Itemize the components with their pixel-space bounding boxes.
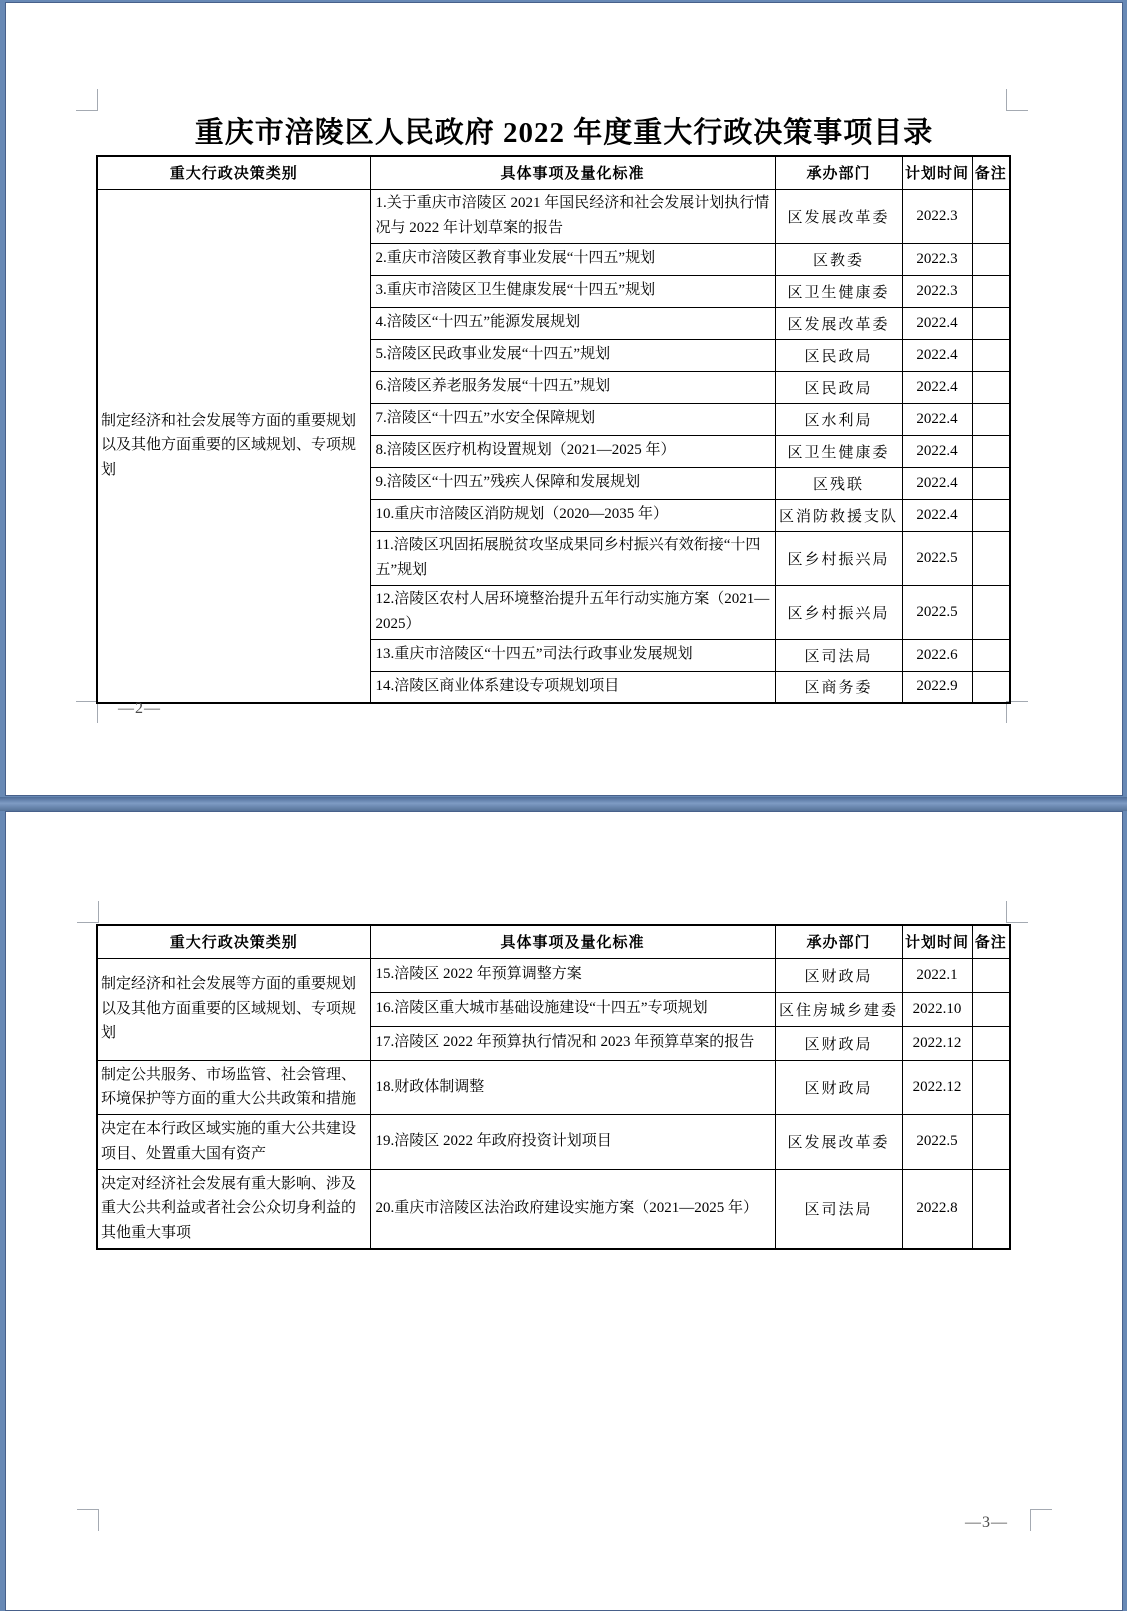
crop-mark-bottom-right: [1030, 1509, 1052, 1531]
dept-cell: 区司法局: [775, 1169, 902, 1249]
category-cell: 制定经济和社会发展等方面的重要规划以及其他方面重要的区域规划、专项规划: [97, 189, 370, 703]
item-cell: 18.财政体制调整: [370, 1060, 775, 1115]
column-header: 备注: [972, 925, 1010, 958]
note-cell: [972, 339, 1010, 371]
column-header: 承办部门: [775, 925, 902, 958]
time-cell: 2022.8: [902, 1169, 972, 1249]
dept-cell: 区商务委: [775, 671, 902, 703]
time-cell: 2022.4: [902, 403, 972, 435]
note-cell: [972, 958, 1010, 992]
category-cell: 制定经济和社会发展等方面的重要规划以及其他方面重要的区域规划、专项规划: [97, 958, 370, 1060]
dept-cell: 区发展改革委: [775, 1115, 902, 1170]
note-cell: [972, 371, 1010, 403]
note-cell: [972, 531, 1010, 585]
item-cell: 7.涪陵区“十四五”水安全保障规划: [370, 403, 775, 435]
item-cell: 8.涪陵区医疗机构设置规划（2021—2025 年）: [370, 435, 775, 467]
category-cell: 决定对经济社会发展有重大影响、涉及重大公共利益或者社会公众切身利益的其他重大事项: [97, 1169, 370, 1249]
dept-cell: 区水利局: [775, 403, 902, 435]
page-number-2: —2—: [118, 700, 161, 717]
note-cell: [972, 1026, 1010, 1060]
note-cell: [972, 1169, 1010, 1249]
item-cell: 4.涪陵区“十四五”能源发展规划: [370, 307, 775, 339]
time-cell: 2022.5: [902, 585, 972, 639]
time-cell: 2022.9: [902, 671, 972, 703]
item-cell: 10.重庆市涪陵区消防规划（2020—2035 年）: [370, 499, 775, 531]
dept-cell: 区教委: [775, 243, 902, 275]
time-cell: 2022.4: [902, 339, 972, 371]
note-cell: [972, 243, 1010, 275]
note-cell: [972, 1115, 1010, 1170]
header-row: [97, 156, 1010, 189]
item-cell: 5.涪陵区民政事业发展“十四五”规划: [370, 339, 775, 371]
item-cell: 17.涪陵区 2022 年预算执行情况和 2023 年预算草案的报告: [370, 1026, 775, 1060]
note-cell: [972, 435, 1010, 467]
dept-cell: 区财政局: [775, 958, 902, 992]
dept-cell: 区财政局: [775, 1026, 902, 1060]
column-header: 重大行政决策类别: [97, 156, 370, 189]
item-cell: 11.涪陵区巩固拓展脱贫攻坚成果同乡村振兴有效衔接“十四五”规划: [370, 531, 775, 585]
table-row: [97, 189, 1010, 243]
column-header: 备注: [972, 156, 1010, 189]
crop-mark-top-right: [1006, 901, 1028, 923]
item-cell: 3.重庆市涪陵区卫生健康发展“十四五”规划: [370, 275, 775, 307]
category-cell: 制定公共服务、市场监管、社会管理、环境保护等方面的重大公共政策和措施: [97, 1060, 370, 1115]
time-cell: 2022.1: [902, 958, 972, 992]
time-cell: 2022.5: [902, 531, 972, 585]
dept-cell: 区住房城乡建委: [775, 992, 902, 1026]
dept-cell: 区乡村振兴局: [775, 531, 902, 585]
decisions-table-page-2: [96, 924, 1011, 1250]
note-cell: [972, 1060, 1010, 1115]
dept-cell: 区消防救援支队: [775, 499, 902, 531]
item-cell: 2.重庆市涪陵区教育事业发展“十四五”规划: [370, 243, 775, 275]
table-row: [97, 1115, 1010, 1170]
note-cell: [972, 467, 1010, 499]
item-cell: 12.涪陵区农村人居环境整治提升五年行动实施方案（2021—2025）: [370, 585, 775, 639]
dept-cell: 区卫生健康委: [775, 435, 902, 467]
crop-mark-top-left: [76, 89, 98, 111]
item-cell: 13.重庆市涪陵区“十四五”司法行政事业发展规划: [370, 639, 775, 671]
column-header: 具体事项及量化标准: [370, 156, 775, 189]
table-row: [97, 1060, 1010, 1115]
page-gap: [0, 797, 1127, 811]
dept-cell: 区财政局: [775, 1060, 902, 1115]
item-cell: 6.涪陵区养老服务发展“十四五”规划: [370, 371, 775, 403]
note-cell: [972, 403, 1010, 435]
time-cell: 2022.12: [902, 1026, 972, 1060]
time-cell: 2022.4: [902, 435, 972, 467]
crop-mark-bottom-right: [1006, 701, 1028, 723]
column-header: 计划时间: [902, 156, 972, 189]
item-cell: 20.重庆市涪陵区法治政府建设实施方案（2021—2025 年）: [370, 1169, 775, 1249]
document-title: 重庆市涪陵区人民政府 2022 年度重大行政决策事项目录: [194, 117, 934, 149]
column-header: 重大行政决策类别: [97, 925, 370, 958]
note-cell: [972, 992, 1010, 1026]
time-cell: 2022.4: [902, 499, 972, 531]
time-cell: 2022.4: [902, 307, 972, 339]
item-cell: 14.涪陵区商业体系建设专项规划项目: [370, 671, 775, 703]
crop-mark-bottom-left: [76, 701, 98, 723]
time-cell: 2022.10: [902, 992, 972, 1026]
item-cell: 1.关于重庆市涪陵区 2021 年国民经济和社会发展计划执行情况与 2022 年计划草案的报告: [370, 189, 775, 243]
page-number-3: —3—: [965, 1514, 1008, 1531]
note-cell: [972, 189, 1010, 243]
time-cell: 2022.4: [902, 467, 972, 499]
column-header: 计划时间: [902, 925, 972, 958]
note-cell: [972, 585, 1010, 639]
table-row: [97, 1169, 1010, 1249]
crop-mark-top-right: [1006, 89, 1028, 111]
time-cell: 2022.3: [902, 243, 972, 275]
time-cell: 2022.12: [902, 1060, 972, 1115]
column-header: 承办部门: [775, 156, 902, 189]
category-cell: 决定在本行政区域实施的重大公共建设项目、处置重大国有资产: [97, 1115, 370, 1170]
time-cell: 2022.3: [902, 189, 972, 243]
table-row: [97, 958, 1010, 992]
decisions-table-page-1: [96, 155, 1011, 704]
note-cell: [972, 671, 1010, 703]
time-cell: 2022.6: [902, 639, 972, 671]
dept-cell: 区乡村振兴局: [775, 585, 902, 639]
item-cell: 9.涪陵区“十四五”残疾人保障和发展规划: [370, 467, 775, 499]
note-cell: [972, 275, 1010, 307]
note-cell: [972, 499, 1010, 531]
dept-cell: 区民政局: [775, 371, 902, 403]
dept-cell: 区民政局: [775, 339, 902, 371]
note-cell: [972, 307, 1010, 339]
item-cell: 16.涪陵区重大城市基础设施建设“十四五”专项规划: [370, 992, 775, 1026]
column-header: 具体事项及量化标准: [370, 925, 775, 958]
dept-cell: 区卫生健康委: [775, 275, 902, 307]
dept-cell: 区发展改革委: [775, 307, 902, 339]
page-1: [5, 2, 1123, 796]
time-cell: 2022.3: [902, 275, 972, 307]
time-cell: 2022.4: [902, 371, 972, 403]
page-2: [5, 811, 1123, 1611]
item-cell: 19.涪陵区 2022 年政府投资计划项目: [370, 1115, 775, 1170]
time-cell: 2022.5: [902, 1115, 972, 1170]
header-row: [97, 925, 1010, 958]
dept-cell: 区发展改革委: [775, 189, 902, 243]
crop-mark-bottom-left: [77, 1509, 99, 1531]
crop-mark-top-left: [77, 901, 99, 923]
dept-cell: 区司法局: [775, 639, 902, 671]
note-cell: [972, 639, 1010, 671]
dept-cell: 区残联: [775, 467, 902, 499]
item-cell: 15.涪陵区 2022 年预算调整方案: [370, 958, 775, 992]
